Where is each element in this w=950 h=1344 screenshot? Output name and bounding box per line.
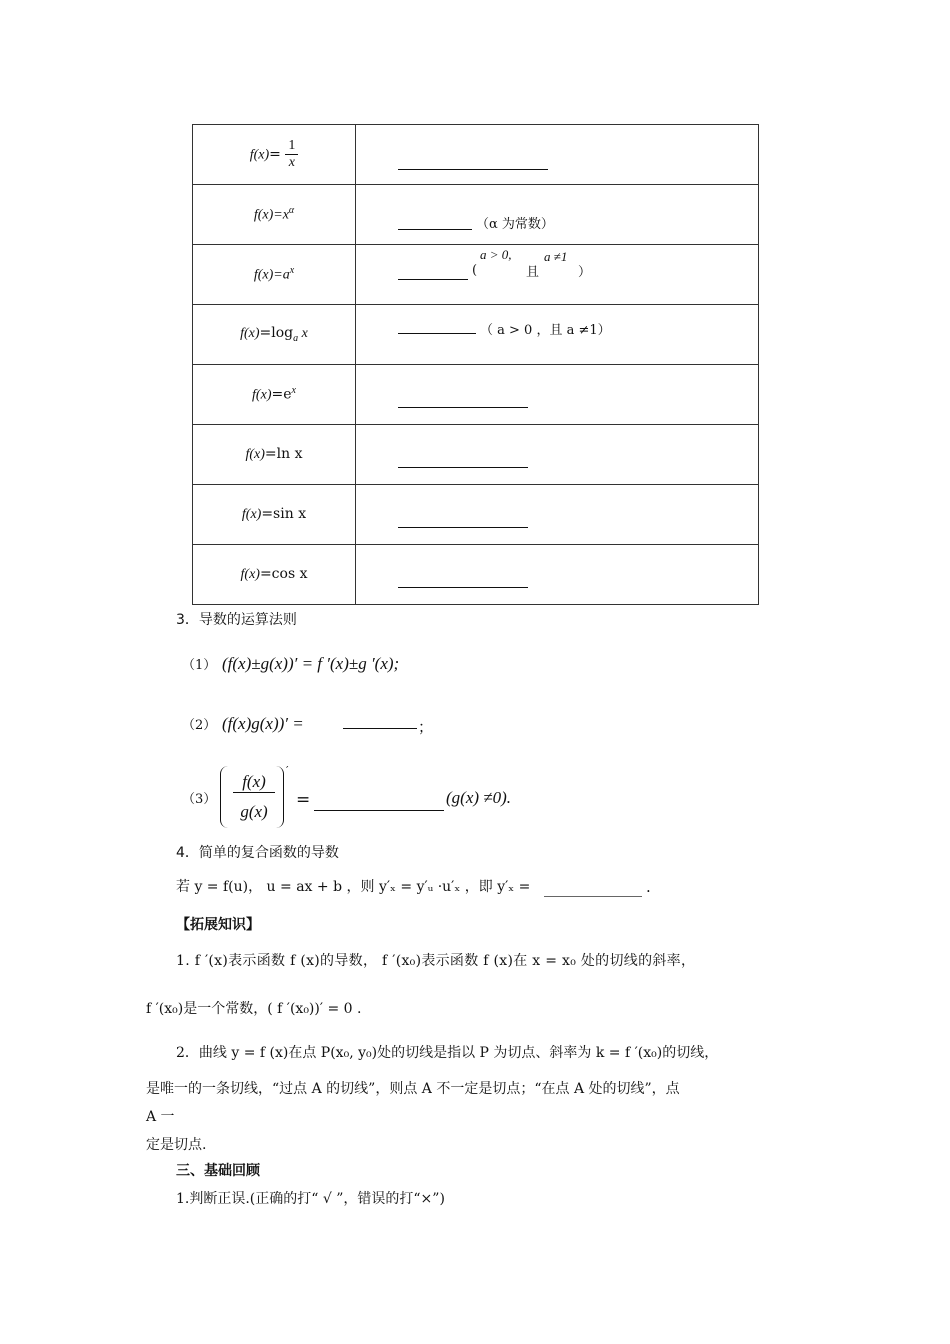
answer-blank[interactable] <box>398 573 528 588</box>
rule-1-formula: (f(x)±g(x))′ = f ′(x)±g ′(x); <box>222 654 400 673</box>
rule-3-label: （3） <box>182 792 217 807</box>
rule-2-label: （2） <box>182 718 217 733</box>
review-heading: 三、基础回顾 <box>176 1163 260 1179</box>
answer-cell <box>356 545 759 605</box>
formula-cell: $f(x)=x^\alpha$ <box>193 185 356 245</box>
extended-p2-line4: 定是切点. <box>146 1137 207 1153</box>
extended-p2-line2: 是唯一的一条切线，“过点 A 的切线”，则点 A 不一定是切点；“在点 A 处的切线”，点 <box>146 1081 680 1097</box>
rule-3-equals: = <box>296 790 311 810</box>
answer-blank[interactable] <box>398 215 472 230</box>
rule-3-condition: (g(x) ≠0). <box>446 788 512 807</box>
answer-cell <box>356 485 759 545</box>
answer-blank[interactable] <box>398 393 528 408</box>
answer-cell <box>356 365 759 425</box>
answer-blank[interactable] <box>398 265 468 280</box>
formula-cell: f(x)=cos x <box>193 545 356 605</box>
extended-p2-line1: 2．曲线 y = f (x)在点 P(x₀, y₀)处的切线是指以 P 为切点、斜率为 k = f ′(x₀)的切线， <box>176 1045 719 1061</box>
rule-3-blank[interactable] <box>314 796 444 811</box>
table-row <box>193 365 759 425</box>
composite-end: . <box>646 878 651 896</box>
section-3-title: 3．导数的运算法则 <box>176 612 297 628</box>
answer-cell <box>356 185 759 245</box>
extended-heading: 【拓展知识】 <box>176 917 260 933</box>
formula-cell: f(x)=ln x <box>193 425 356 485</box>
table-row <box>193 485 759 545</box>
table-row <box>193 425 759 485</box>
table-row <box>193 185 759 245</box>
rule-3-denominator: g(x) <box>240 802 268 821</box>
rule-2-end: ； <box>418 718 434 736</box>
extended-p1-line1: 1. f ′(x)表示函数 f (x)的导数， f ′(x₀)表示函数 f (x)在 x = x₀ 处的切线的斜率， <box>176 953 696 969</box>
constant-note: （α 为常数） <box>476 217 554 232</box>
table-row <box>193 305 759 365</box>
formula-cell: $f(x)=\log_a$ x <box>193 305 356 365</box>
answer-cell <box>356 125 759 185</box>
answer-blank[interactable] <box>398 513 528 528</box>
rule-2-blank[interactable] <box>343 714 417 729</box>
table-row <box>193 125 759 185</box>
formula-cell: f(x)=sin x <box>193 485 356 545</box>
answer-cell: ( a > 0, 且 a ≠1 ） <box>356 245 759 305</box>
answer-cell <box>356 305 759 365</box>
rule-3-numerator: f(x) <box>233 772 275 793</box>
extended-p2-line3: A 一 <box>146 1109 175 1125</box>
answer-blank[interactable] <box>398 453 528 468</box>
rule-3-prime: ′ <box>286 764 289 777</box>
composite-blank[interactable] <box>544 882 642 897</box>
section-4-title: 4．简单的复合函数的导数 <box>176 845 339 861</box>
rule-2-formula: (f(x)g(x))′ = <box>222 714 304 733</box>
table-row <box>193 245 759 305</box>
answer-blank[interactable] <box>398 155 548 170</box>
table-row <box>193 545 759 605</box>
answer-blank[interactable] <box>398 319 476 334</box>
extended-p1-line2: f ′(x₀)是一个常数，( f ′(x₀))′ = 0 . <box>146 1001 362 1017</box>
rule-1-label: （1） <box>182 658 217 673</box>
derivative-table <box>192 124 759 605</box>
condition-note: （ a > 0 ，且 a ≠1） <box>480 323 611 338</box>
review-item-1: 1.判断正误.(正确的打“ √ ”，错误的打“×”) <box>176 1191 445 1207</box>
formula-cell: $f(x)=e^x$ <box>193 365 356 425</box>
formula-cell: $f(x)=a^x$ <box>193 245 356 305</box>
answer-cell <box>356 425 759 485</box>
formula-cell: f(x)= $\frac{1}{x}$ <box>193 125 356 185</box>
composite-rule: 若 y = f(u)， u = ax + b ，则 y′ₓ = y′ᵤ ·u′ₓ ，即 y′ₓ = <box>176 879 531 895</box>
